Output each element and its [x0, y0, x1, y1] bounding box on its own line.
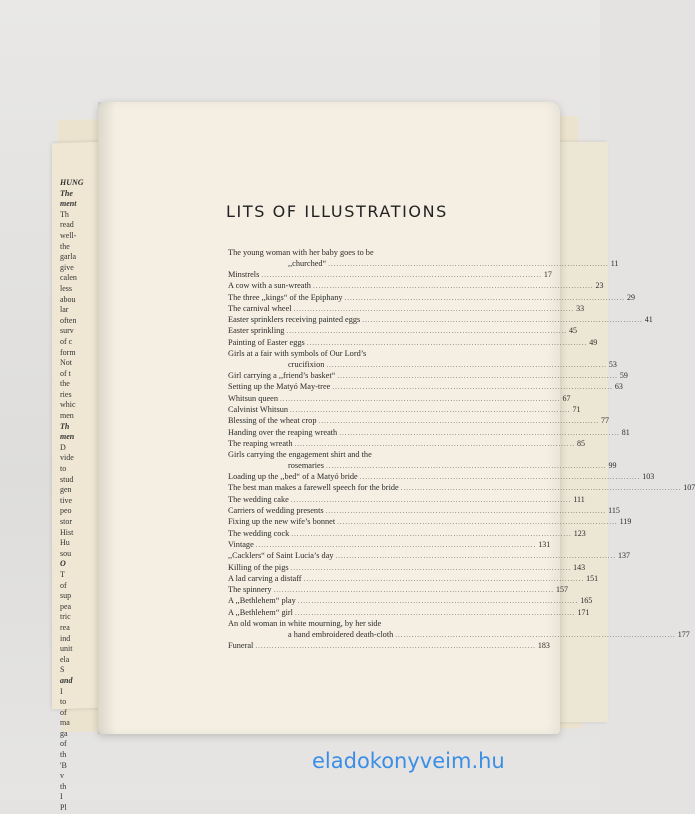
list-item [228, 551, 631, 562]
dot-leader [261, 270, 542, 281]
previous-page-line: of [60, 739, 67, 749]
list-item-title: The wedding cake [228, 494, 289, 504]
page-number: 53 [608, 359, 617, 369]
dot-leader [255, 641, 536, 652]
previous-page-line: stud [60, 474, 74, 484]
previous-page-line: rea [60, 622, 70, 632]
dot-leader [291, 563, 572, 574]
list-item-row [228, 303, 585, 315]
previous-page-line: abou [60, 294, 76, 304]
list-item [228, 292, 636, 304]
list-item [228, 281, 604, 292]
list-item [228, 371, 628, 382]
illustrations-list [228, 248, 695, 652]
list-item [228, 506, 620, 517]
spine-shadow [98, 102, 116, 734]
list-item-title: Calvinist Whitsun [228, 404, 289, 414]
list-item-title-line: The young woman with her baby goes to be [228, 248, 374, 257]
list-item-title: Loading up the ,,bed“ of a Matyó bride [228, 472, 358, 482]
dot-leader [294, 304, 575, 315]
page-number: 107 [683, 483, 695, 493]
list-item [228, 438, 585, 450]
previous-page-line: calen [60, 273, 77, 283]
list-item [228, 494, 585, 506]
dot-leader [339, 428, 620, 439]
list-item [228, 393, 571, 405]
list-item-title: Carriers of wedding presents [228, 506, 324, 516]
previous-page-line: lar [60, 305, 69, 315]
page-number: 23 [595, 281, 604, 291]
previous-page-line: of c [60, 336, 73, 346]
dot-leader [291, 495, 572, 506]
previous-page-line: sou [60, 548, 72, 558]
previous-page-line: I [60, 686, 63, 696]
previous-page-line: D [60, 442, 66, 452]
page-number: 41 [644, 315, 653, 325]
previous-page-line: garla [60, 252, 76, 262]
dot-leader [337, 371, 618, 382]
previous-page-line: ela [60, 654, 70, 664]
dot-leader [326, 360, 607, 371]
page-number: 63 [614, 382, 623, 392]
list-item-row [228, 270, 552, 281]
list-item-row [228, 292, 636, 304]
dot-leader [307, 338, 588, 349]
previous-page-line: peo [60, 506, 72, 516]
previous-page-line: tive [60, 495, 72, 505]
previous-page-line: pea [60, 601, 72, 611]
list-item [228, 619, 690, 640]
previous-page-line: The [60, 188, 73, 198]
dot-leader [326, 506, 607, 517]
list-item-title: A lad carving a distaff [228, 573, 302, 583]
list-item-title: Fixing up the new wife’s bonnet [228, 517, 336, 527]
page-number: 177 [677, 629, 690, 639]
previous-page-line: sup [60, 591, 72, 601]
dot-leader [290, 405, 571, 416]
list-item-row [228, 483, 695, 494]
list-item [228, 517, 632, 528]
list-item [228, 585, 569, 596]
list-item [228, 528, 586, 540]
previous-page-line: often [60, 315, 77, 325]
dot-leader [274, 585, 555, 596]
page-number: 17 [543, 270, 552, 279]
list-item [228, 349, 617, 370]
list-item [228, 472, 655, 483]
previous-page-line: unit [60, 644, 73, 654]
dot-leader [291, 529, 572, 540]
list-item [228, 539, 551, 551]
previous-page-line: of [60, 707, 67, 717]
previous-page-line: HUNG [60, 178, 84, 187]
list-item [228, 450, 617, 471]
list-item-title: The reaping wreath [228, 438, 293, 448]
previous-page-line: read [60, 220, 74, 230]
previous-page-line: of [60, 580, 67, 590]
page-number: 165 [580, 596, 593, 606]
list-item-title: Easter sprinkling [228, 326, 285, 336]
list-item-row [228, 326, 577, 337]
previous-page-line: ind [60, 633, 71, 643]
previous-page-line: vide [60, 453, 74, 463]
previous-page-line: gen [60, 485, 72, 495]
dot-leader [328, 259, 609, 270]
list-item-row [228, 315, 653, 326]
list-item-title: rosemaries [288, 460, 324, 470]
list-item-title: A cow with a sun-wreath [228, 281, 311, 291]
list-item-row [228, 371, 628, 382]
list-item [228, 315, 653, 326]
list-item-title: Whitsun queen [228, 393, 279, 403]
list-item-title: The wedding cock [228, 528, 290, 538]
list-item [228, 404, 581, 416]
list-item-title: The best man makes a farewell speech for the bride [228, 483, 399, 493]
list-item-title-line: Girls at a fair with symbols of Our Lord’s [228, 349, 367, 359]
list-item [228, 483, 695, 494]
previous-page-line: Not [60, 358, 72, 368]
list-item-title: Vintage [228, 539, 254, 549]
list-item-title-line: Girls carrying the engagement shirt and the [228, 450, 372, 460]
list-item-row [228, 562, 586, 574]
list-item [228, 270, 552, 281]
dot-leader [395, 630, 676, 641]
page-number: 33 [576, 303, 585, 313]
list-item-title: Setting up the Matyó May-tree [228, 382, 331, 392]
previous-page-line: ment [60, 199, 77, 209]
list-item-row [228, 494, 585, 506]
list-item-row [228, 281, 604, 292]
page-number: 81 [621, 427, 630, 437]
page-number: 67 [562, 393, 571, 403]
page-number: 143 [573, 562, 586, 572]
list-item-title: The spinnery [228, 585, 272, 595]
list-item-title: The three ,,kings“ of the Epiphany [228, 292, 343, 302]
list-item-row [228, 573, 599, 585]
previous-page-line: of t [60, 368, 71, 378]
list-item-title-line: An old woman in white mourning, by her side [228, 619, 382, 629]
list-item-row [228, 427, 630, 439]
list-item-row [228, 607, 590, 619]
list-item [228, 573, 599, 585]
list-item-title: Blessing of the wheat crop [228, 416, 317, 426]
previous-page-line: less [60, 283, 72, 293]
list-item-row [228, 404, 581, 416]
dot-leader [256, 540, 537, 551]
previous-page-line: stor [60, 517, 72, 526]
previous-page-line: v [60, 771, 64, 781]
dot-leader [345, 293, 626, 304]
dot-leader [295, 439, 576, 450]
list-item-title: Funeral [228, 641, 254, 651]
page-number: 157 [556, 585, 569, 595]
page-number: 137 [618, 551, 631, 561]
page-number: 77 [600, 416, 609, 426]
page-number: 171 [577, 607, 590, 617]
list-item-row [228, 438, 585, 450]
previous-page-line: T [60, 569, 65, 579]
list-item-title: A ,,Bethlehem“ play [228, 596, 296, 606]
list-item-row [228, 460, 617, 472]
list-item-row [228, 551, 631, 562]
page-number: 131 [538, 539, 551, 549]
dot-leader [401, 483, 682, 494]
previous-page-line: men [60, 432, 75, 442]
previous-page-line: whic [60, 400, 76, 410]
previous-page-line: 'B [60, 760, 67, 770]
list-item-row [228, 416, 609, 427]
page-number: 119 [619, 517, 632, 527]
list-item-row [228, 506, 620, 517]
page-number: 45 [568, 326, 577, 336]
page-number: 123 [573, 528, 586, 538]
list-item [228, 607, 590, 619]
list-item-row [228, 472, 655, 483]
list-item-row [228, 258, 619, 270]
dot-leader [362, 315, 643, 326]
list-item [228, 382, 623, 393]
page-title: LITS OF ILLUSTRATIONS [226, 202, 448, 221]
list-item-title: crucifixion [288, 359, 325, 369]
list-item [228, 427, 630, 439]
page-number: 11 [610, 258, 619, 268]
list-item [228, 248, 619, 269]
previous-page-line: Hu [60, 538, 70, 548]
previous-page-line: Pl [60, 803, 67, 813]
list-item-title: Girl carrying a ,,friend’s basket“ [228, 371, 336, 381]
dot-leader [337, 517, 618, 528]
dot-leader [304, 574, 585, 585]
previous-page-line: to [60, 697, 67, 707]
previous-page-line: the [60, 241, 70, 251]
list-item-title: The carnival wheel [228, 303, 292, 313]
dot-leader [313, 281, 594, 292]
list-item-row [228, 585, 569, 596]
previous-page-line: O [60, 559, 66, 569]
dot-leader [332, 382, 613, 393]
list-item-title: Killing of the pigs [228, 562, 289, 572]
list-item [228, 416, 609, 427]
previous-page-line: Th [60, 209, 69, 219]
list-item-row [228, 337, 598, 349]
page-number: 115 [608, 506, 620, 516]
previous-page-line: Hist [60, 527, 74, 537]
dot-leader [360, 472, 641, 483]
previous-page-line: the [60, 379, 70, 389]
previous-page-text [60, 178, 100, 813]
list-item-row [228, 596, 593, 607]
previous-page-line: th [60, 750, 67, 760]
list-item [228, 337, 598, 349]
page-number: 103 [642, 472, 655, 482]
previous-page-line: I [60, 792, 63, 802]
previous-page-line: form [60, 347, 76, 357]
list-item-row [228, 382, 623, 393]
previous-page-line: ries [60, 389, 72, 399]
list-item [228, 303, 585, 315]
list-item-title: Handing over the reaping wreath [228, 427, 338, 437]
previous-page-line: Th [60, 421, 70, 431]
previous-page-line: give [60, 262, 74, 272]
list-item-title: Minstrels [228, 270, 260, 279]
previous-page-line: tric [60, 612, 71, 622]
watermark: eladokonyveim.hu [312, 749, 505, 773]
previous-page-line: th [60, 781, 67, 791]
list-item-title: ,,churched“ [288, 258, 327, 268]
list-item [228, 326, 577, 337]
previous-page-line: surv [60, 326, 74, 336]
dot-leader [336, 551, 617, 562]
list-item-row [228, 641, 550, 652]
page-number: 183 [537, 641, 550, 651]
list-item-title: A ,,Bethlehem“ girl [228, 607, 293, 617]
list-item-title: Easter sprinklers receiving painted eggs [228, 315, 361, 325]
list-item-title: a hand embroidered death-cloth [288, 629, 394, 639]
previous-page-line: to [60, 464, 67, 474]
list-item [228, 562, 586, 574]
list-item-row [228, 517, 632, 528]
list-item-title: Painting of Easter eggs [228, 337, 305, 347]
dot-leader [286, 326, 567, 337]
previous-page-line: well- [60, 230, 77, 240]
page-number: 151 [586, 573, 599, 583]
list-item [228, 596, 593, 607]
previous-page-line: men [60, 411, 74, 421]
list-item-row [228, 393, 571, 405]
list-item-row [228, 629, 690, 641]
page-number: 71 [572, 404, 581, 414]
list-item-row [228, 539, 551, 551]
list-item-row [228, 528, 586, 540]
dot-leader [295, 608, 576, 619]
page-number: 59 [619, 371, 628, 381]
previous-page-line: ma [60, 718, 70, 728]
page-number: 29 [627, 292, 636, 302]
list-item-title: ,,Cacklers“ of Saint Lucia’s day [228, 551, 334, 561]
previous-page-line: ga [60, 728, 68, 738]
dot-leader [280, 394, 561, 405]
dot-leader [318, 416, 599, 427]
page-number: 99 [608, 460, 617, 470]
list-item [228, 641, 550, 652]
previous-page-line: and [60, 675, 73, 685]
previous-page-line: S [60, 665, 65, 675]
page-number: 49 [589, 337, 598, 347]
page-number: 111 [573, 494, 585, 504]
dot-leader [298, 596, 579, 607]
list-item-row [228, 359, 617, 371]
page-number: 85 [577, 438, 585, 448]
dot-leader [326, 461, 607, 472]
